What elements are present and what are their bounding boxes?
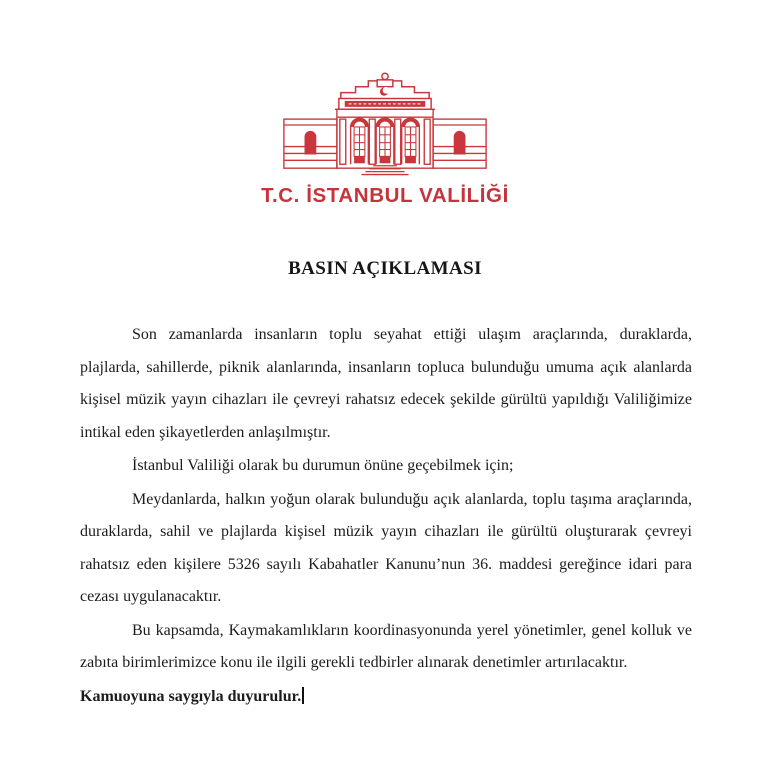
paragraph-1: Son zamanlarda insanların toplu seyahat ettiği ulaşım araçlarında, duraklarda, plajlarda, sahillerde, piknik alanlarında, insanların topluca bulunduğu umuma açık alanlarda kişisel müzik yayın cihazları ile çevreyi rahatsız edecek şekilde gürültü yapıldığı Valiliğimize intikal eden şikayetlerden anlaşılmıştır. xyxy=(80,326,692,441)
paragraph-3: Meydanlarda, halkın yoğun olarak bulunduğu açık alanlarda, toplu taşıma araçlarında, duraklarda, sahil ve plajlarda kişisel müzik yayın cihazları ile gürültü oluşturarak çevreyi rahatsız eden kişilere 5326 sayılı Kabahatler Kanunu’nun 36. maddesi gereğince idari para cezası uygulanacaktır. xyxy=(80,490,692,605)
closing-statement: Kamuoyuna saygıyla duyurulur. xyxy=(80,687,302,705)
paragraph-4: Bu kapsamda, Kaymakamlıkların koordinasyonunda yerel yönetimler, genel kolluk ve zabıta birimlerimizce konu ile ilgili gerekli tedbirler alınarak denetimler artırılacaktır. xyxy=(80,621,692,671)
paragraph-2: İstanbul Valiliği olarak bu durumun önüne geçebilmek için; xyxy=(132,457,514,474)
government-building-emblem-icon xyxy=(279,72,491,178)
press-release-title: BASIN AÇIKLAMASI xyxy=(288,258,482,279)
text-cursor xyxy=(302,687,304,704)
document-body[interactable] xyxy=(80,319,692,713)
logo xyxy=(0,0,770,208)
logo-caption: T.C. İSTANBUL VALİLİĞİ xyxy=(261,184,509,207)
closing-line xyxy=(80,681,692,714)
